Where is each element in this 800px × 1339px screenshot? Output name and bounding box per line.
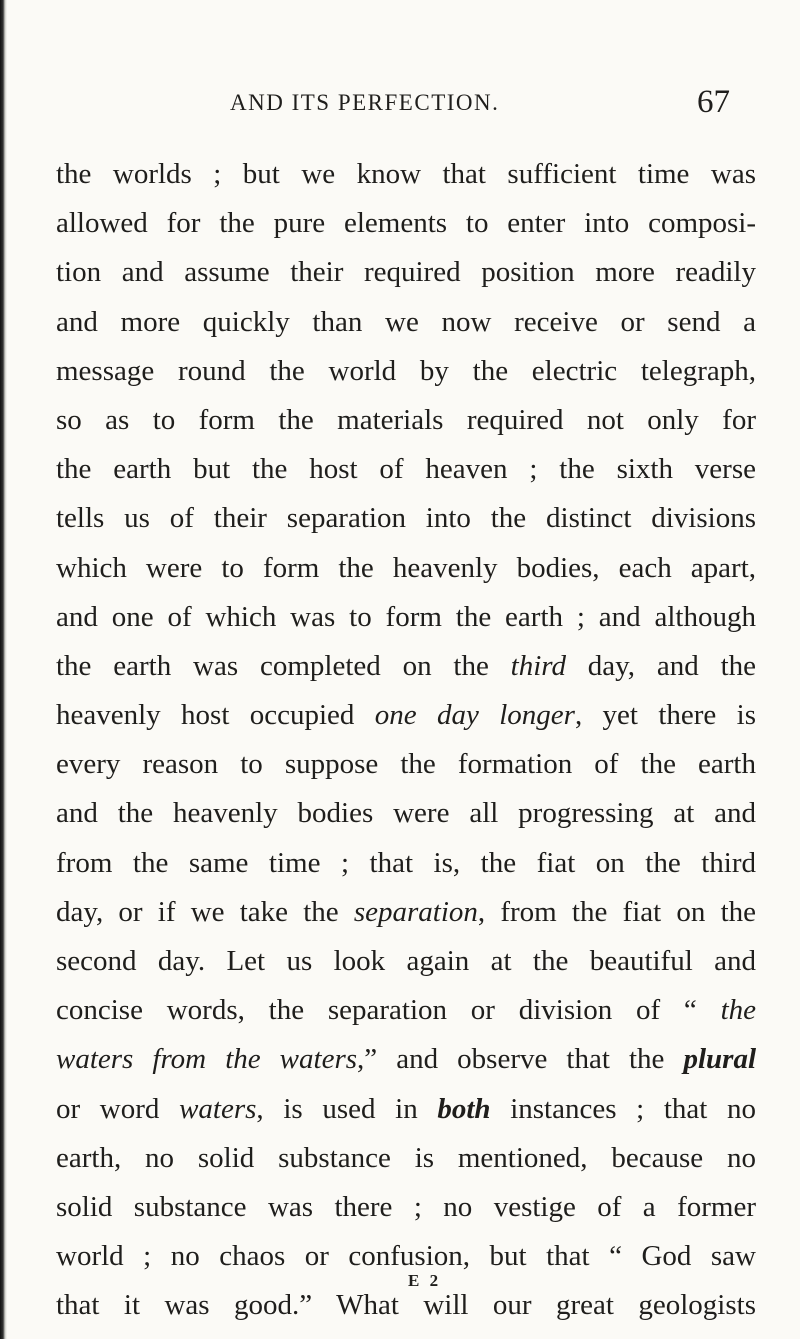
text-line <box>56 691 756 740</box>
text-run: , yet there is <box>574 699 757 732</box>
running-head: AND ITS PERFECTION. <box>230 90 500 115</box>
signature-mark: E 2 <box>408 1271 442 1290</box>
page-binding-edge <box>0 0 7 1339</box>
text-run: , is used in <box>256 1092 438 1125</box>
text-run: every reason to suppose the formation of the earth <box>56 748 756 781</box>
text-line <box>56 544 756 593</box>
text-run: earth, no solid substance is mentioned, because no <box>56 1141 756 1174</box>
emphasis-text: waters from the waters <box>56 1043 358 1076</box>
text-run: and more quickly than we now receive or send a <box>56 305 756 338</box>
text-run: concise words, the separation or division of “ <box>56 994 721 1027</box>
text-line <box>56 199 756 248</box>
text-run: heavenly host occupied <box>56 699 375 732</box>
page-number: 67 <box>697 84 730 120</box>
text-line <box>56 248 756 297</box>
text-line <box>56 1134 756 1183</box>
text-run: or word <box>56 1092 180 1125</box>
text-line <box>56 1085 756 1134</box>
text-line <box>56 839 756 888</box>
text-run: the earth was completed on the <box>56 649 511 682</box>
text-run: tells us of their separation into the distinct divisions <box>56 502 756 535</box>
text-line <box>56 445 756 494</box>
text-line <box>56 150 756 199</box>
text-line <box>56 986 756 1035</box>
text-line <box>56 396 756 445</box>
text-run: from the same time ; that is, the fiat on the third <box>56 846 756 879</box>
emphasis-text: the <box>720 994 756 1027</box>
text-line <box>56 937 756 986</box>
text-run: , from the fiat on the <box>477 895 757 928</box>
text-line <box>56 298 756 347</box>
text-run: that it was good.” What will our great geologists <box>56 1289 756 1322</box>
text-run: second day. Let us look again at the beautiful and <box>56 945 756 977</box>
text-line <box>56 593 756 642</box>
text-run: ,” and observe that the <box>357 1043 684 1076</box>
text-run: day, or if we take the <box>56 895 354 928</box>
text-run: the worlds ; but we know that sufficient time was <box>56 158 756 190</box>
text-line <box>56 494 756 543</box>
text-line <box>56 1035 756 1084</box>
text-run: and one of which was to form the earth ; and although <box>56 600 756 633</box>
body-text <box>56 150 756 1331</box>
emphasis-text: one day longer <box>374 699 575 732</box>
emphasis-text: third <box>510 649 566 682</box>
emphasis-text: separation <box>353 895 478 928</box>
text-line <box>56 642 756 691</box>
text-line <box>56 1183 756 1232</box>
page-header <box>230 86 730 126</box>
emphasis-text: both <box>437 1092 491 1125</box>
text-run: and the heavenly bodies were all progressing at and <box>56 797 756 830</box>
text-line <box>56 789 756 838</box>
text-run: the earth but the host of heaven ; the sixth verse <box>56 453 756 486</box>
text-run: world ; no chaos or confusion, but that “ God saw <box>56 1240 756 1273</box>
text-run: solid substance was there ; no vestige of a former <box>56 1190 756 1223</box>
text-line <box>56 740 756 789</box>
text-run: message round the world by the electric telegraph, <box>56 354 756 387</box>
text-line <box>56 347 756 396</box>
text-run: which were to form the heavenly bodies, each apart, <box>56 551 756 584</box>
emphasis-text: waters <box>179 1092 257 1125</box>
text-line <box>56 1281 756 1330</box>
emphasis-text: plural <box>683 1043 756 1076</box>
text-line <box>56 1232 756 1281</box>
text-run: tion and assume their required position more readily <box>56 256 756 289</box>
text-run: allowed for the pure elements to enter into composi- <box>56 207 756 240</box>
text-run: instances ; that no <box>490 1092 757 1125</box>
text-run: so as to form the materials required not only for <box>56 403 756 436</box>
text-run: day, and the <box>565 649 756 682</box>
text-line <box>56 888 756 937</box>
